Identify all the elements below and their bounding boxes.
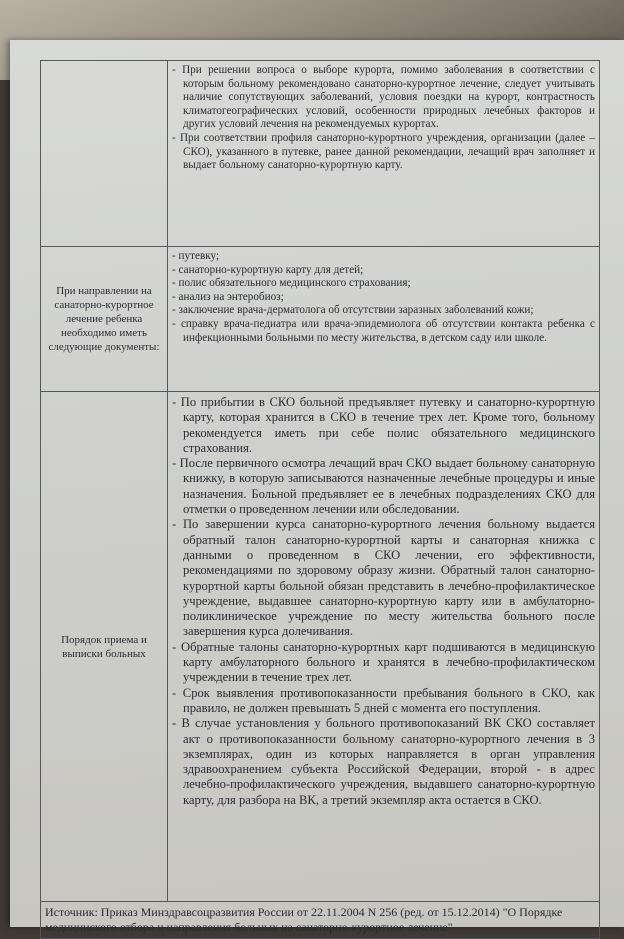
list-item: - анализ на энтеробиоз; (172, 291, 595, 305)
list-item: - путевку; (172, 250, 595, 264)
row-label-admission-discharge: Порядок приема и выписки больных (41, 392, 168, 902)
list-item: - При соответствии профиля санаторно-курортного учреждения, организации (далее – СКО), указанного в путевке, ранее данной рекомендации, лечащий врач заполняет и выдает больному санаторно-курортную карту. (172, 132, 595, 173)
list-item: - Обратные талоны санаторно-курортных карт подшиваются в медицинскую карту амбулаторного больного и хранятся в лечебно-профилактическом учреждении в течение трех лет. (172, 640, 595, 686)
row-content-admission-discharge (168, 392, 600, 902)
list-item: - справку врача-педиатра или врача-эпидемиолога об отсутствии контакта ребенка с инфекционными больными по месту жительства, в детском саду или школе. (172, 318, 595, 345)
list-item: - По завершении курса санаторно-курортного лечения больному выдается обратный талон санаторно-курортной карты и санаторная книжка с данными о проведенном в СКО лечении, его эффективности, рекомендациями по здоровому образу жизни. Обратный талон санаторно-курортной карты больной обязан представить в лечебно-профилактическое учреждение, выдавшее санаторно-курортную карту или в амбулаторно-поликлиническое учреждение по месту жительства больного после завершения курса долечивания. (172, 517, 595, 639)
table-row-admission-discharge (41, 392, 600, 902)
row-label-empty (41, 61, 168, 247)
document-page (10, 40, 624, 934)
list-item: - При решении вопроса о выборе курорта, помимо заболевания в соответствии с которым больному рекомендовано санаторно-курортное лечение, следует учитывать наличие сопутствующих заболеваний, условия поездки на курорт, контрастность климатогеографических условий, особенности природных лечебных факторов и других условий лечения на рекомендуемых курортах. (172, 64, 595, 132)
list-item: - Срок выявления противопоказанности пребывания больного в СКО, как правило, не должен превышать 5 дней с момента его поступления. (172, 686, 595, 717)
table-row-source (41, 902, 600, 939)
row-content-child-documents (168, 247, 600, 392)
list-item: - санаторно-курортную карту для детей; (172, 264, 595, 278)
list-item: - В случае установления у больного противопоказаний ВК СКО составляет акт о противопоказанности больному санаторно-курортного лечения в 3 экземплярах, один из которых направляется в орган управления здравоохранением субъекта Российской Федерации, второй - в адрес лечебно-профилактического учреждения, выдавшего санаторно-курортную карту, для разбора на ВК, а третий экземпляр акта остается в СКО. (172, 716, 595, 808)
table-row-resort-choice (41, 61, 600, 247)
list-item: - После первичного осмотра лечащий врач СКО выдает больному санаторную книжку, в которую записываются назначенные лечебные процедуры и иные назначения. Больной предъявляет ее в лечебных подразделениях СКО для отметки о проведенном лечении или обследовании. (172, 456, 595, 517)
source-note: Источник: Приказ Минздравсоцразвития России от 22.11.2004 N 256 (ред. от 15.12.2014) "О Порядке медицинского отбора и направления больных на санаторно-курортное лечение" (41, 902, 600, 939)
row-content-resort-choice (168, 61, 600, 247)
info-table (40, 60, 600, 939)
list-item: - полис обязательного медицинского страхования; (172, 277, 595, 291)
list-item: - заключение врача-дерматолога об отсутствии заразных заболеваний кожи; (172, 304, 595, 318)
table-row-child-documents (41, 247, 600, 392)
list-item: - По прибытии в СКО больной предъявляет путевку и санаторно-курортную карту, которая хранится в СКО в течение трех лет. Кроме того, больному рекомендуется иметь при себе полис обязательного медицинского страхования. (172, 395, 595, 456)
row-label-child-documents: При направлении на санаторно-курортное лечение ребенка необходимо иметь следующие документы: (41, 247, 168, 392)
